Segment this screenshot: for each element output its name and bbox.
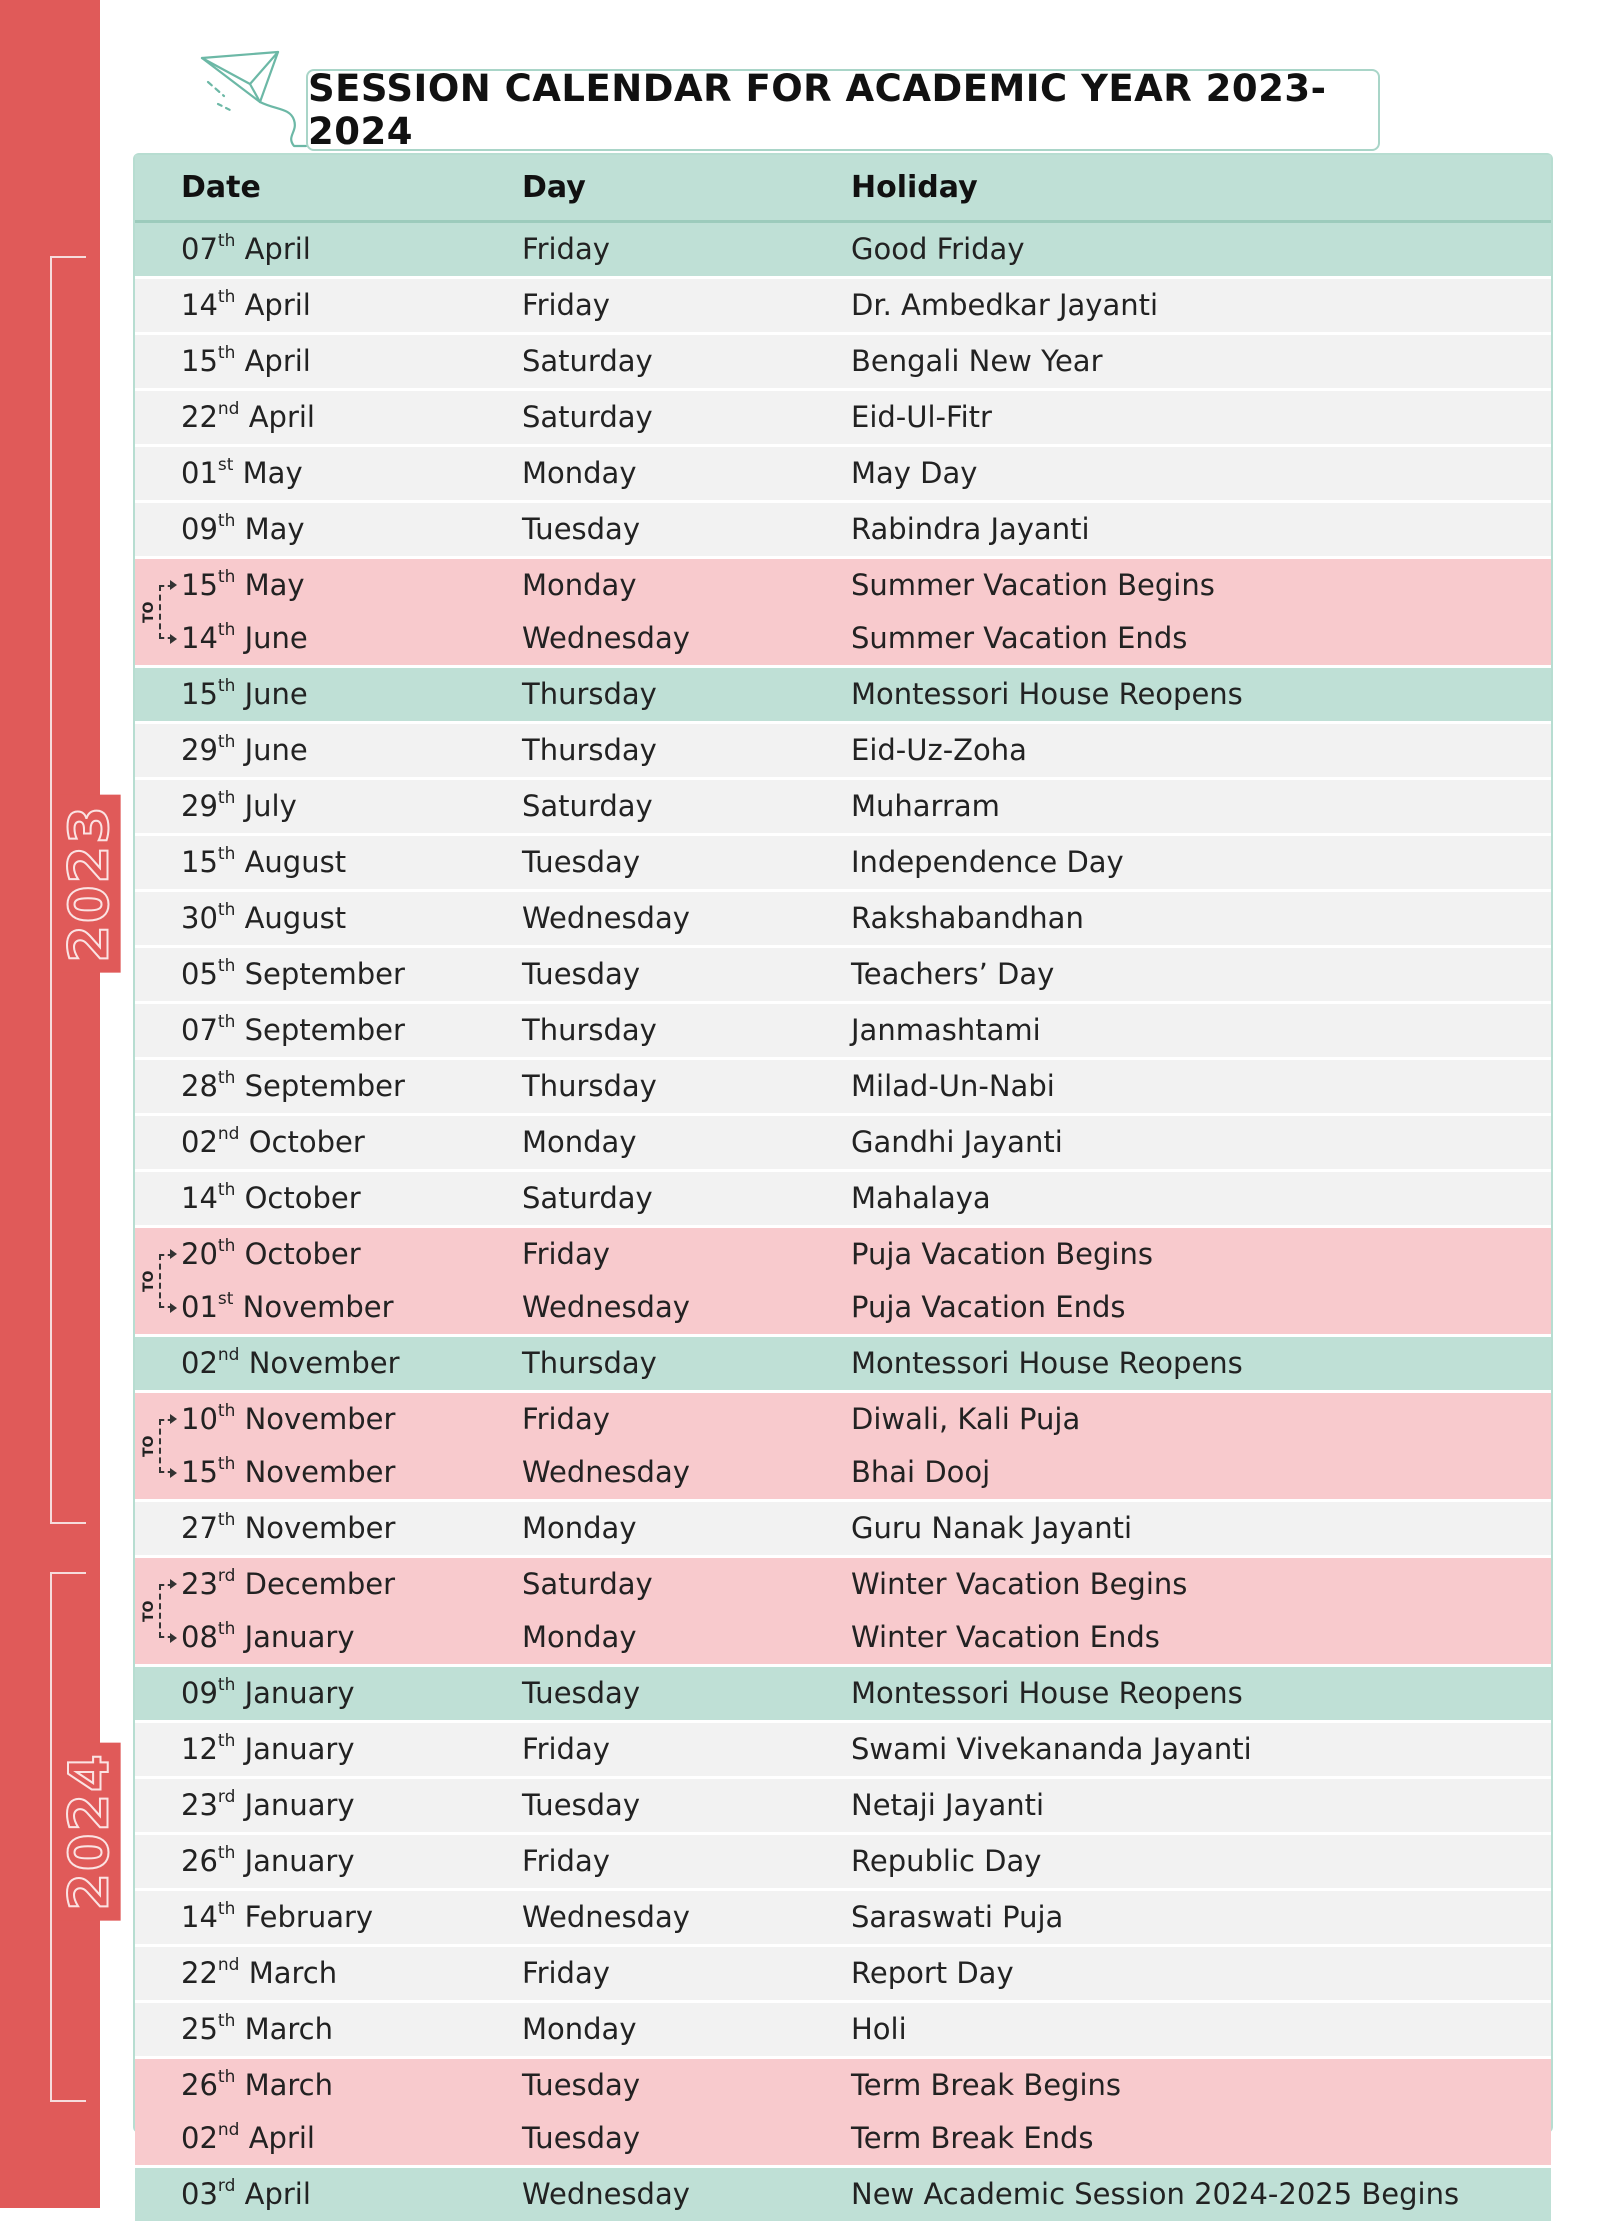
date-number: 15 bbox=[181, 568, 218, 602]
table-row bbox=[135, 447, 1551, 503]
date-month: November bbox=[242, 1290, 394, 1324]
holiday-cell: Good Friday bbox=[851, 232, 1025, 266]
holiday-cell: Term Break Ends bbox=[851, 2121, 1094, 2155]
date-month: November bbox=[248, 1346, 400, 1380]
header-day: Day bbox=[522, 170, 586, 205]
date-month: September bbox=[244, 957, 405, 991]
day-cell: Saturday bbox=[522, 1181, 653, 1215]
holiday-cell: Puja Vacation Begins bbox=[851, 1237, 1153, 1271]
date-number: 02 bbox=[181, 1125, 218, 1159]
date-cell bbox=[181, 780, 297, 833]
date-suffix: th bbox=[217, 1510, 236, 1530]
date-cell bbox=[181, 559, 305, 612]
day-cell: Saturday bbox=[522, 789, 653, 823]
year-label-2024: 2024 bbox=[0, 1800, 100, 1863]
holiday-cell: Bengali New Year bbox=[851, 344, 1103, 378]
holiday-cell: Eid-Ul-Fitr bbox=[851, 400, 992, 434]
date-number: 03 bbox=[181, 2177, 218, 2211]
date-month: April bbox=[248, 400, 315, 434]
date-cell bbox=[181, 2168, 311, 2221]
date-cell bbox=[181, 1611, 355, 1664]
date-cell bbox=[181, 1281, 394, 1334]
day-cell: Saturday bbox=[522, 1567, 653, 1601]
date-cell bbox=[181, 612, 308, 665]
date-cell bbox=[181, 1446, 395, 1499]
arrow-right-icon bbox=[170, 634, 177, 644]
holiday-cell: Puja Vacation Ends bbox=[851, 1290, 1126, 1324]
date-range-marker bbox=[141, 1393, 181, 1499]
date-cell bbox=[181, 279, 311, 332]
date-month: March bbox=[244, 2068, 333, 2102]
date-cell bbox=[181, 668, 308, 721]
date-month: April bbox=[244, 232, 311, 266]
date-month: September bbox=[244, 1069, 405, 1103]
table-row bbox=[135, 503, 1551, 559]
date-month: January bbox=[244, 1676, 355, 1710]
date-cell bbox=[181, 1337, 400, 1390]
holiday-cell: Montessori House Reopens bbox=[851, 677, 1243, 711]
holiday-cell: Report Day bbox=[851, 1956, 1014, 1990]
day-cell: Monday bbox=[522, 1620, 637, 1654]
date-number: 23 bbox=[181, 1788, 218, 1822]
day-cell: Wednesday bbox=[522, 621, 690, 655]
holiday-cell: Term Break Begins bbox=[851, 2068, 1122, 2102]
table-row bbox=[135, 724, 1551, 780]
table-row bbox=[135, 1502, 1551, 1558]
holiday-cell: Summer Vacation Ends bbox=[851, 621, 1188, 655]
date-number: 28 bbox=[181, 1069, 218, 1103]
date-range-marker bbox=[141, 1558, 181, 1664]
date-suffix: th bbox=[217, 620, 236, 640]
date-suffix: rd bbox=[217, 1787, 236, 1807]
table-row bbox=[135, 1060, 1551, 1116]
date-suffix: th bbox=[217, 1454, 236, 1474]
date-month: February bbox=[244, 1900, 374, 1934]
holiday-cell: Guru Nanak Jayanti bbox=[851, 1511, 1133, 1545]
date-suffix: th bbox=[217, 956, 236, 976]
date-suffix: th bbox=[217, 343, 236, 363]
date-number: 29 bbox=[181, 733, 218, 767]
date-cell bbox=[181, 1172, 361, 1225]
to-label: TO bbox=[141, 1600, 157, 1622]
date-number: 10 bbox=[181, 1402, 218, 1436]
holiday-cell: Saraswati Puja bbox=[851, 1900, 1064, 1934]
to-label: TO bbox=[141, 601, 157, 623]
arrow-right-icon bbox=[170, 1249, 177, 1259]
date-cell bbox=[181, 948, 405, 1001]
day-cell: Friday bbox=[522, 1844, 610, 1878]
date-month: December bbox=[244, 1567, 395, 1601]
date-suffix: th bbox=[217, 2011, 236, 2031]
paper-plane-icon bbox=[198, 50, 308, 150]
holiday-cell: Winter Vacation Ends bbox=[851, 1620, 1160, 1654]
date-month: May bbox=[244, 512, 305, 546]
date-number: 15 bbox=[181, 677, 218, 711]
date-cell bbox=[181, 836, 346, 889]
date-month: April bbox=[244, 344, 311, 378]
day-cell: Saturday bbox=[522, 344, 653, 378]
date-suffix: nd bbox=[217, 1345, 240, 1365]
date-number: 15 bbox=[181, 1455, 218, 1489]
holiday-cell: Independence Day bbox=[851, 845, 1124, 879]
holiday-cell: Diwali, Kali Puja bbox=[851, 1402, 1081, 1436]
header-date: Date bbox=[181, 170, 261, 205]
holiday-cell: Gandhi Jayanti bbox=[851, 1125, 1063, 1159]
arrow-right-icon bbox=[170, 1633, 177, 1643]
date-number: 08 bbox=[181, 1620, 218, 1654]
date-month: October bbox=[244, 1237, 361, 1271]
holiday-cell: New Academic Session 2024-2025 Begins bbox=[851, 2177, 1460, 2211]
date-suffix: th bbox=[217, 1236, 236, 1256]
table-row bbox=[135, 1337, 1551, 1393]
day-cell: Thursday bbox=[522, 1069, 657, 1103]
table-row bbox=[135, 668, 1551, 724]
table-row bbox=[135, 1947, 1551, 2003]
date-suffix: st bbox=[217, 455, 234, 475]
date-suffix: th bbox=[217, 900, 236, 920]
date-suffix: th bbox=[217, 788, 236, 808]
date-suffix: nd bbox=[217, 1955, 240, 1975]
table-row bbox=[135, 1004, 1551, 1060]
date-suffix: th bbox=[217, 511, 236, 531]
date-cell bbox=[181, 503, 305, 556]
day-cell: Friday bbox=[522, 232, 610, 266]
date-number: 07 bbox=[181, 1013, 218, 1047]
date-month: March bbox=[248, 1956, 338, 1990]
date-number: 09 bbox=[181, 512, 218, 546]
date-month: January bbox=[244, 1732, 355, 1766]
day-cell: Wednesday bbox=[522, 1900, 690, 1934]
date-number: 14 bbox=[181, 621, 218, 655]
holiday-cell: Mahalaya bbox=[851, 1181, 991, 1215]
date-number: 22 bbox=[181, 400, 218, 434]
table-row bbox=[135, 223, 1551, 279]
date-cell bbox=[181, 1060, 405, 1113]
date-suffix: st bbox=[217, 1289, 234, 1309]
date-number: 29 bbox=[181, 789, 218, 823]
date-cell bbox=[181, 1393, 395, 1446]
date-month: April bbox=[244, 288, 311, 322]
date-cell bbox=[181, 1502, 395, 1555]
date-suffix: th bbox=[217, 1068, 236, 1088]
date-cell bbox=[181, 1779, 355, 1832]
date-number: 26 bbox=[181, 2068, 218, 2102]
date-month: November bbox=[244, 1455, 396, 1489]
day-cell: Monday bbox=[522, 456, 637, 490]
day-cell: Wednesday bbox=[522, 2177, 690, 2211]
date-month: March bbox=[244, 2012, 333, 2046]
date-cell bbox=[181, 2003, 333, 2056]
day-cell: Monday bbox=[522, 1125, 637, 1159]
date-number: 22 bbox=[181, 1956, 218, 1990]
arrow-right-icon bbox=[170, 1414, 177, 1424]
arrow-right-icon bbox=[170, 1303, 177, 1313]
day-cell: Tuesday bbox=[522, 512, 640, 546]
day-cell: Thursday bbox=[522, 1013, 657, 1047]
date-suffix: th bbox=[217, 1619, 236, 1639]
date-cell bbox=[181, 1891, 373, 1944]
date-cell bbox=[181, 1116, 365, 1169]
table-row bbox=[135, 279, 1551, 335]
day-cell: Friday bbox=[522, 1237, 610, 1271]
date-suffix: th bbox=[217, 676, 236, 696]
date-cell bbox=[181, 223, 311, 276]
day-cell: Monday bbox=[522, 568, 637, 602]
date-cell bbox=[181, 1947, 337, 2000]
day-cell: Monday bbox=[522, 2012, 637, 2046]
date-number: 25 bbox=[181, 2012, 218, 2046]
date-suffix: nd bbox=[217, 1124, 240, 1144]
day-cell: Thursday bbox=[522, 733, 657, 767]
date-suffix: th bbox=[217, 1012, 236, 1032]
table-row bbox=[135, 1228, 1551, 1337]
holiday-table bbox=[133, 153, 1553, 2211]
date-cell bbox=[181, 724, 308, 777]
date-suffix: rd bbox=[217, 2176, 236, 2196]
date-number: 02 bbox=[181, 1346, 218, 1380]
holiday-cell: Milad-Un-Nabi bbox=[851, 1069, 1055, 1103]
date-suffix: th bbox=[217, 732, 236, 752]
date-number: 12 bbox=[181, 1732, 218, 1766]
date-number: 07 bbox=[181, 232, 218, 266]
date-suffix: nd bbox=[217, 399, 240, 419]
table-row bbox=[135, 892, 1551, 948]
day-cell: Wednesday bbox=[522, 901, 690, 935]
date-suffix: th bbox=[217, 1675, 236, 1695]
date-month: April bbox=[244, 2177, 311, 2211]
date-number: 26 bbox=[181, 1844, 218, 1878]
table-row bbox=[135, 559, 1551, 668]
date-number: 23 bbox=[181, 1567, 218, 1601]
day-cell: Friday bbox=[522, 288, 610, 322]
date-number: 01 bbox=[181, 456, 218, 490]
range-bracket bbox=[159, 1419, 173, 1473]
holiday-cell: Swami Vivekananda Jayanti bbox=[851, 1732, 1252, 1766]
table-row bbox=[135, 780, 1551, 836]
date-cell bbox=[181, 1228, 361, 1281]
holiday-cell: Bhai Dooj bbox=[851, 1455, 991, 1489]
holiday-cell: Republic Day bbox=[851, 1844, 1042, 1878]
table-row bbox=[135, 1723, 1551, 1779]
day-cell: Friday bbox=[522, 1402, 610, 1436]
table-row bbox=[135, 1393, 1551, 1502]
day-cell: Thursday bbox=[522, 1346, 657, 1380]
table-row bbox=[135, 1558, 1551, 1667]
date-suffix: th bbox=[217, 2067, 236, 2087]
date-suffix: th bbox=[217, 1180, 236, 1200]
holiday-cell: Rabindra Jayanti bbox=[851, 512, 1090, 546]
page-title: SESSION CALENDAR FOR ACADEMIC YEAR 2023-2024 bbox=[308, 67, 1327, 153]
date-cell bbox=[181, 1835, 355, 1888]
holiday-cell: Montessori House Reopens bbox=[851, 1676, 1243, 1710]
day-cell: Monday bbox=[522, 1511, 637, 1545]
to-label: TO bbox=[141, 1435, 157, 1457]
date-month: January bbox=[244, 1788, 355, 1822]
date-suffix: th bbox=[217, 1731, 236, 1751]
holiday-cell: Netaji Jayanti bbox=[851, 1788, 1045, 1822]
holiday-cell: Montessori House Reopens bbox=[851, 1346, 1243, 1380]
table-header bbox=[135, 155, 1551, 223]
holiday-cell: Muharram bbox=[851, 789, 1000, 823]
range-bracket bbox=[159, 1254, 173, 1308]
date-suffix: th bbox=[217, 1899, 236, 1919]
date-suffix: rd bbox=[217, 1566, 236, 1586]
day-cell: Friday bbox=[522, 1956, 610, 1990]
date-number: 14 bbox=[181, 1900, 218, 1934]
date-suffix: nd bbox=[217, 2120, 240, 2140]
day-cell: Thursday bbox=[522, 677, 657, 711]
holiday-cell: Dr. Ambedkar Jayanti bbox=[851, 288, 1159, 322]
date-suffix: th bbox=[217, 1401, 236, 1421]
date-cell bbox=[181, 1004, 405, 1057]
table-row bbox=[135, 2059, 1551, 2168]
table-row bbox=[135, 2003, 1551, 2059]
holiday-cell: May Day bbox=[851, 456, 978, 490]
holiday-cell: Eid-Uz-Zoha bbox=[851, 733, 1027, 767]
holiday-cell: Teachers’ Day bbox=[851, 957, 1055, 991]
title-box bbox=[306, 69, 1380, 151]
date-suffix: th bbox=[217, 287, 236, 307]
date-month: April bbox=[248, 2121, 315, 2155]
day-cell: Tuesday bbox=[522, 2121, 640, 2155]
date-month: August bbox=[244, 845, 347, 879]
date-number: 15 bbox=[181, 845, 218, 879]
date-number: 15 bbox=[181, 344, 218, 378]
date-cell bbox=[181, 2059, 333, 2112]
holiday-cell: Janmashtami bbox=[851, 1013, 1041, 1047]
day-cell: Tuesday bbox=[522, 1676, 640, 1710]
table-row bbox=[135, 1835, 1551, 1891]
table-row bbox=[135, 1779, 1551, 1835]
date-number: 02 bbox=[181, 2121, 218, 2155]
date-number: 30 bbox=[181, 901, 218, 935]
date-suffix: th bbox=[217, 567, 236, 587]
date-range-marker bbox=[141, 1228, 181, 1334]
day-cell: Tuesday bbox=[522, 1788, 640, 1822]
date-month: May bbox=[244, 568, 305, 602]
date-cell bbox=[181, 2112, 315, 2165]
day-cell: Tuesday bbox=[522, 957, 640, 991]
date-month: June bbox=[244, 621, 308, 655]
day-cell: Wednesday bbox=[522, 1290, 690, 1324]
date-cell bbox=[181, 1558, 395, 1611]
range-bracket bbox=[159, 585, 173, 639]
to-label: TO bbox=[141, 1270, 157, 1292]
date-cell bbox=[181, 892, 346, 945]
day-cell: Wednesday bbox=[522, 1455, 690, 1489]
date-month: August bbox=[244, 901, 347, 935]
holiday-cell: Winter Vacation Begins bbox=[851, 1567, 1188, 1601]
date-number: 20 bbox=[181, 1237, 218, 1271]
header-holiday: Holiday bbox=[851, 170, 978, 205]
arrow-right-icon bbox=[170, 1579, 177, 1589]
holiday-cell: Rakshabandhan bbox=[851, 901, 1084, 935]
date-suffix: th bbox=[217, 1843, 236, 1863]
date-month: June bbox=[244, 677, 308, 711]
date-number: 09 bbox=[181, 1676, 218, 1710]
arrow-right-icon bbox=[170, 580, 177, 590]
date-month: January bbox=[244, 1620, 355, 1654]
date-month: September bbox=[244, 1013, 405, 1047]
date-cell bbox=[181, 1723, 355, 1776]
date-month: May bbox=[242, 456, 303, 490]
table-row bbox=[135, 335, 1551, 391]
date-cell bbox=[181, 1667, 355, 1720]
holiday-cell: Summer Vacation Begins bbox=[851, 568, 1215, 602]
date-month: January bbox=[244, 1844, 355, 1878]
date-month: November bbox=[244, 1402, 396, 1436]
date-month: November bbox=[244, 1511, 396, 1545]
range-bracket bbox=[159, 1584, 173, 1638]
date-range-marker bbox=[141, 559, 181, 665]
table-row bbox=[135, 1891, 1551, 1947]
day-cell: Tuesday bbox=[522, 845, 640, 879]
date-number: 14 bbox=[181, 288, 218, 322]
day-cell: Friday bbox=[522, 1732, 610, 1766]
date-month: October bbox=[244, 1181, 361, 1215]
arrow-right-icon bbox=[170, 1468, 177, 1478]
table-row bbox=[135, 948, 1551, 1004]
table-row bbox=[135, 391, 1551, 447]
date-number: 27 bbox=[181, 1511, 218, 1545]
date-month: June bbox=[244, 733, 308, 767]
date-number: 05 bbox=[181, 957, 218, 991]
date-month: July bbox=[244, 789, 297, 823]
date-cell bbox=[181, 335, 311, 388]
holiday-cell: Holi bbox=[851, 2012, 907, 2046]
date-cell bbox=[181, 447, 303, 500]
date-suffix: th bbox=[217, 231, 236, 251]
date-number: 01 bbox=[181, 1290, 218, 1324]
day-cell: Saturday bbox=[522, 400, 653, 434]
date-cell bbox=[181, 391, 315, 444]
date-suffix: th bbox=[217, 844, 236, 864]
table-row bbox=[135, 836, 1551, 892]
day-cell: Tuesday bbox=[522, 2068, 640, 2102]
table-row bbox=[135, 1667, 1551, 1723]
table-row bbox=[135, 2168, 1551, 2224]
date-number: 14 bbox=[181, 1181, 218, 1215]
table-row bbox=[135, 1172, 1551, 1228]
table-row bbox=[135, 1116, 1551, 1172]
year-label-2023: 2023 bbox=[0, 852, 100, 915]
date-month: October bbox=[248, 1125, 365, 1159]
